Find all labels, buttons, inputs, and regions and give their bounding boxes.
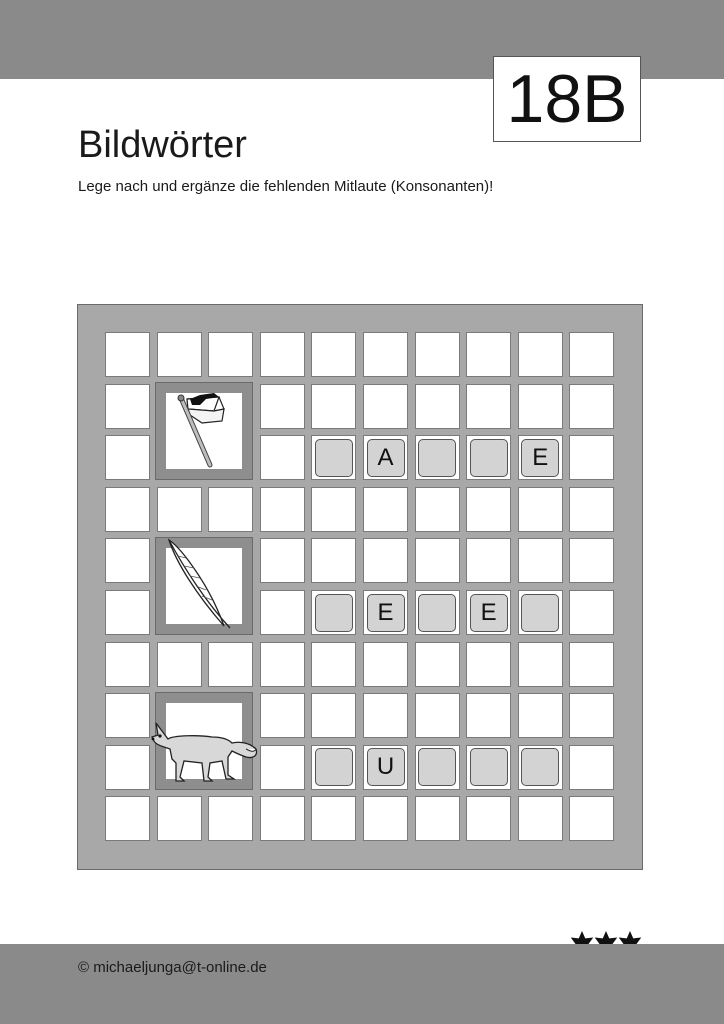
- board-cell[interactable]: [569, 796, 614, 841]
- board-cell[interactable]: [415, 332, 460, 377]
- board-cell[interactable]: [518, 796, 563, 841]
- letter-tile[interactable]: [315, 439, 353, 477]
- footer-band: [0, 944, 724, 1024]
- letter-tile[interactable]: [521, 748, 559, 786]
- board-cell[interactable]: [260, 693, 305, 738]
- feather-icon: [166, 548, 242, 624]
- board-cell[interactable]: [363, 384, 408, 429]
- board-cell[interactable]: [466, 332, 511, 377]
- board-cell[interactable]: [311, 642, 356, 687]
- board-cell[interactable]: [105, 693, 150, 738]
- footer-copyright: © michaeljunga@t-online.de: [78, 959, 267, 976]
- letter-tile[interactable]: E: [521, 439, 559, 477]
- board-cell[interactable]: [415, 642, 460, 687]
- board-cell[interactable]: [518, 332, 563, 377]
- board-cell[interactable]: [157, 642, 202, 687]
- board-cell[interactable]: [569, 384, 614, 429]
- page-title: Bildwörter: [78, 124, 247, 166]
- board-cell[interactable]: [518, 642, 563, 687]
- board-cell[interactable]: [208, 642, 253, 687]
- letter-tile[interactable]: [470, 439, 508, 477]
- board-cell[interactable]: [569, 590, 614, 635]
- board-cell[interactable]: [363, 642, 408, 687]
- instruction-text: Lege nach und ergänze die fehlenden Mitlaute (Konsonanten)!: [78, 178, 494, 195]
- picture-frame: [155, 537, 253, 635]
- board-cell[interactable]: [466, 384, 511, 429]
- board-cell[interactable]: [415, 538, 460, 583]
- fox-icon: [166, 703, 242, 779]
- board-cell[interactable]: [260, 332, 305, 377]
- letter-tile[interactable]: E: [367, 594, 405, 632]
- board-cell[interactable]: [157, 487, 202, 532]
- board-cell[interactable]: [208, 332, 253, 377]
- letter-tile[interactable]: [470, 748, 508, 786]
- letter-tile[interactable]: [418, 748, 456, 786]
- board-cell[interactable]: [260, 745, 305, 790]
- board-cell[interactable]: [208, 796, 253, 841]
- board-cell[interactable]: [260, 642, 305, 687]
- board-cell[interactable]: [157, 796, 202, 841]
- picture-frame: [155, 692, 253, 790]
- letter-tile[interactable]: A: [367, 439, 405, 477]
- letter-tile[interactable]: U: [367, 748, 405, 786]
- letter-tile[interactable]: E: [470, 594, 508, 632]
- flag-icon: [166, 393, 242, 469]
- board-cell[interactable]: [311, 332, 356, 377]
- board-cell[interactable]: [569, 487, 614, 532]
- board-cell[interactable]: [518, 538, 563, 583]
- board-cell[interactable]: [105, 642, 150, 687]
- board-cell[interactable]: [466, 642, 511, 687]
- board-cell[interactable]: [569, 693, 614, 738]
- game-board: [77, 304, 643, 870]
- board-cell[interactable]: [105, 590, 150, 635]
- board-cell[interactable]: [363, 487, 408, 532]
- letter-tile[interactable]: [315, 748, 353, 786]
- board-cell[interactable]: [518, 384, 563, 429]
- board-cell[interactable]: [105, 384, 150, 429]
- board-cell[interactable]: [415, 487, 460, 532]
- board-cell[interactable]: [415, 384, 460, 429]
- board-cell[interactable]: [260, 487, 305, 532]
- board-cell[interactable]: [105, 745, 150, 790]
- board-cell[interactable]: [363, 796, 408, 841]
- board-cell[interactable]: [260, 435, 305, 480]
- board-cell[interactable]: [260, 590, 305, 635]
- board-cell[interactable]: [311, 384, 356, 429]
- sheet-number-box: 18B: [493, 56, 641, 142]
- letter-tile[interactable]: [418, 594, 456, 632]
- board-cell[interactable]: [311, 796, 356, 841]
- board-cell[interactable]: [311, 693, 356, 738]
- board-cell[interactable]: [157, 332, 202, 377]
- board-cell[interactable]: [260, 384, 305, 429]
- board-cell[interactable]: [311, 538, 356, 583]
- board-cell[interactable]: [415, 796, 460, 841]
- board-cell[interactable]: [518, 487, 563, 532]
- board-cell[interactable]: [466, 538, 511, 583]
- board-cell[interactable]: [208, 487, 253, 532]
- board-cell[interactable]: [466, 693, 511, 738]
- board-cell[interactable]: [363, 538, 408, 583]
- board-cell[interactable]: [569, 538, 614, 583]
- board-cell[interactable]: [415, 693, 460, 738]
- picture-frame: [155, 382, 253, 480]
- board-cell[interactable]: [466, 487, 511, 532]
- board-cell[interactable]: [105, 332, 150, 377]
- board-cell[interactable]: [363, 693, 408, 738]
- letter-tile[interactable]: [418, 439, 456, 477]
- letter-tile[interactable]: [521, 594, 559, 632]
- board-cell[interactable]: [518, 693, 563, 738]
- board-cell[interactable]: [260, 796, 305, 841]
- board-cell[interactable]: [105, 538, 150, 583]
- board-cell[interactable]: [466, 796, 511, 841]
- board-cell[interactable]: [105, 435, 150, 480]
- board-cell[interactable]: [363, 332, 408, 377]
- letter-tile[interactable]: [315, 594, 353, 632]
- board-cell[interactable]: [569, 332, 614, 377]
- board-cell[interactable]: [105, 796, 150, 841]
- board-cell[interactable]: [569, 642, 614, 687]
- board-cell[interactable]: [311, 487, 356, 532]
- board-cell[interactable]: [260, 538, 305, 583]
- board-cell[interactable]: [569, 435, 614, 480]
- board-cell[interactable]: [105, 487, 150, 532]
- board-cell[interactable]: [569, 745, 614, 790]
